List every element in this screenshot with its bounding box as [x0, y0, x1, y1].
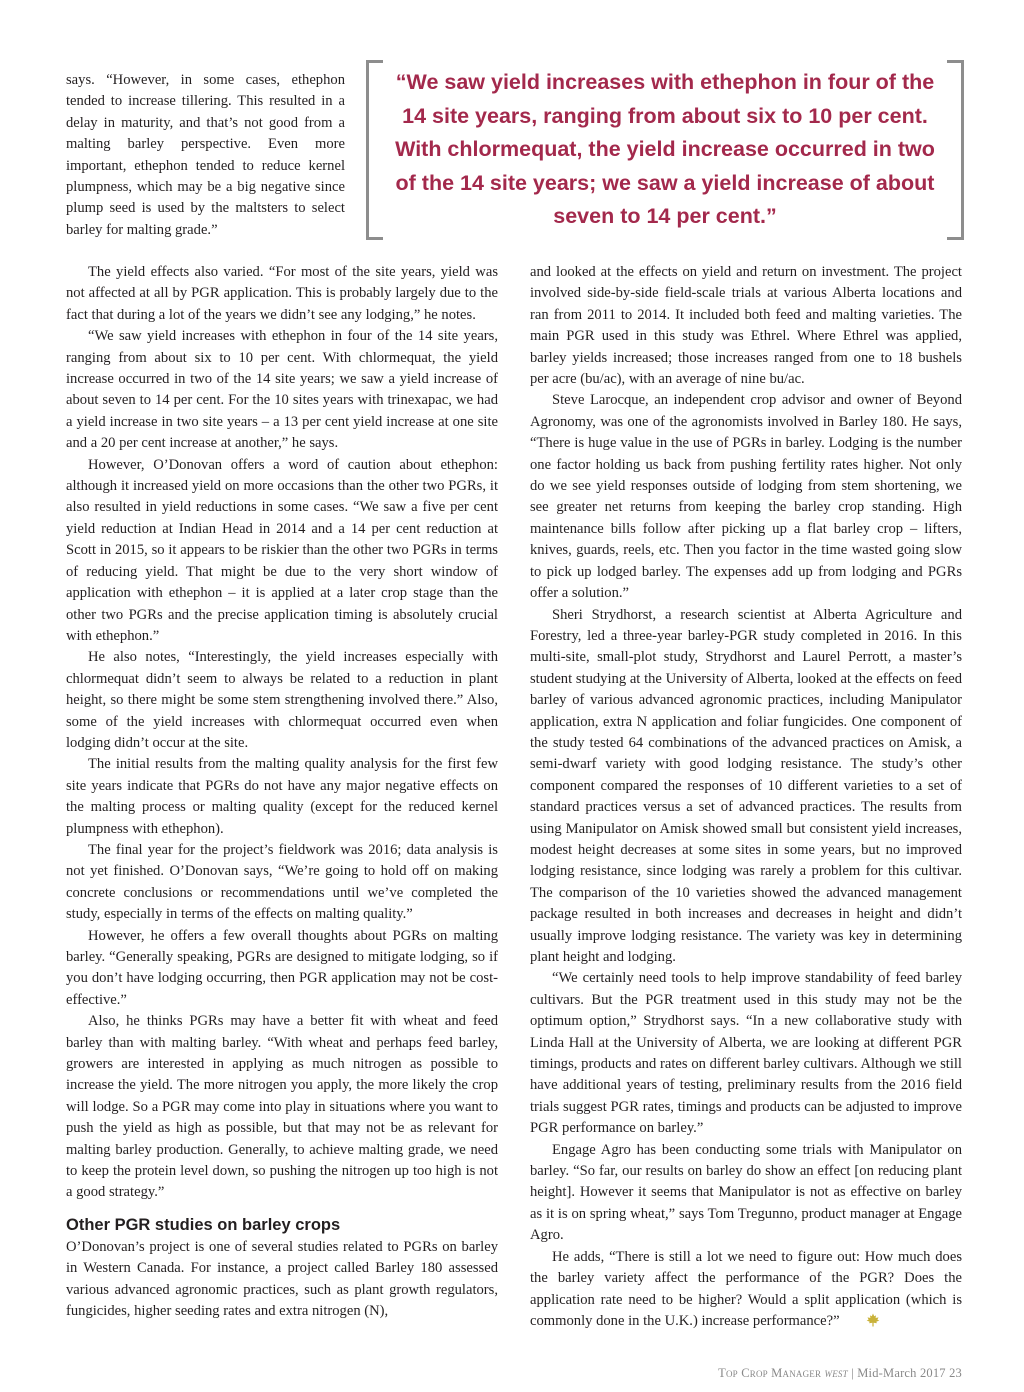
paragraph: Engage Agro has been conducting some trials with Manipulator on barley. “So far, our results on barley do show an effect [on reducing plant height]. However it seems that Manipulator is not as effective on barley as it is on spring wheat,” says Tom Tregunno, product manager at Engage Agro. [530, 1141, 962, 1244]
paragraph: “We certainly need tools to help improve standability of feed barley cultivars. But the PGR treatment used in this study may not be the optimum option,” Strydhorst says. “In a new collaborative study with Linda Hall at the University of Alberta, we are looking at different PGR timings, products and rates on different barley cultivars. Although we still have additional years of testing, preliminary results from the 2016 field trials suggest PGR rates, timings and products can be adjusted to improve PGR performance on barley.” [530, 970, 962, 1137]
paragraph: O’Donovan’s project is one of several studies related to PGRs on barley in Western Canada. For instance, a project called Barley 180 assessed various advanced agronomic practices, such as plant growth regulators, fungicides, higher seeding rates and extra nitrogen (N), [66, 1238, 498, 1320]
paragraph-text: He adds, “There is still a lot we need to figure out: How much does the barley variety affect the performance of the PGR? Does the application rate need to be higher? Would a split application (which is commonly done in the U.K.) increase performance?” [530, 1248, 962, 1329]
issue-date: Mid-March 2017 [857, 1366, 946, 1380]
page-footer [718, 1366, 962, 1381]
paragraph: The yield effects also varied. “For most of the site years, yield was not affected at all by PGR application. This is probably largely due to the fact that during a lot of the years we didn’t see any lodging,” he notes. [66, 264, 498, 323]
left-column [66, 262, 498, 1323]
paragraph: and looked at the effects on yield and return on investment. The project involved side-by-side field-scale trials at various Alberta locations and ran from 2011 to 2014. It included both feed and malting varieties. The main PGR used in this study was Ethrel. Where Ethrel was applied, barley yields increased; those increases ranged from one to 18 bushels per acre (bu/ac), with an average of nine bu/ac. [530, 264, 962, 388]
top-left-column [66, 70, 345, 241]
paragraph: The final year for the project’s fieldwork was 2016; data analysis is not yet finished. O’Donovan says, “We’re going to hold off on making concrete conclusions or recommendations until we’ve completed the study, especially in terms of the effects on malting quality.” [66, 841, 498, 923]
paragraph: The initial results from the malting quality analysis for the first few site years indicate that PGRs do not have any major negative effects on the malting process or malting quality (except for the reduced kernel plumpness with ethephon). [66, 756, 498, 837]
right-bracket [947, 60, 964, 240]
paragraph [530, 1247, 962, 1333]
paragraph: Also, he thinks PGRs may have a better fit with wheat and feed barley than with malting barley. “With wheat and perhaps feed barley, growers are interested in applying as much nitrogen as possible to increase the yield. The more nitrogen you apply, the more likely the crop will lodge. So a PGR may come into play in situations where you want to push the yield as high as possible, but that may not be as relevant for malting barley production. Generally, to achieve malting grade, we need to keep the protein level down, so pushing the nitrogen up too high is not a good strategy.” [66, 1013, 498, 1201]
paragraph: However, he offers a few overall thoughts about PGRs on malting barley. “Generally speaking, PGRs are designed to mitigate lodging, so if you don’t have lodging occurring, then PGR application may not be cost-effective.” [66, 927, 498, 1008]
right-column [530, 262, 962, 1332]
pull-quote-text: “We saw yield increases with ethephon in four of the 14 site years, ranging from about six to 10 per cent. With chlormequat, the yield increase occurred in two of the 14 site years; we saw a yield increase of about seven to 14 per cent.” [395, 70, 935, 228]
paragraph: However, O’Donovan offers a word of caution about ethephon: although it increased yield on more occasions than the other two PGRs, it also resulted in yield reductions in some cases. “We saw a five per cent yield reduction at Indian Head in 2014 and a 14 per cent reduction at Scott in 2015, so it appears to be riskier than the other two PGRs in terms of reducing yield. That might be due to the very short window of application with ethephon – it is applied at a later crop stage than the other two PGRs and the precise application timing is absolutely crucial with ethephon.” [66, 456, 498, 644]
magazine-name: Top Crop Manager [718, 1366, 822, 1380]
edition-label: west [824, 1366, 848, 1380]
footer-separator: | [851, 1366, 854, 1380]
paragraph: He also notes, “Interestingly, the yield increases especially with chlormequat didn’t seem to always be related to a reduction in plant height, so there might be some stem strengthening involved there.” Also, some of the yield increases with chlormequat occurred even when lodging didn’t occur at the site. [66, 649, 498, 751]
section-subhead: Other PGR studies on barley crops [66, 1215, 341, 1234]
page-number: 23 [949, 1366, 962, 1380]
paragraph: “We saw yield increases with ethephon in four of the 14 site years, ranging from about six to 10 per cent. With chlormequat, the yield increase occurred in two of the 14 site years; we saw a yield increase of about seven to 14 per cent. For the 10 sites years with trinexapac, we had a yield increase in two site years – a 13 per cent yield increase at one site and a 20 per cent increase at another,” he says. [66, 328, 498, 452]
paragraph: Sheri Strydhorst, a research scientist at Alberta Agriculture and Forestry, led a three-year barley-PGR study completed in 2016. In this multi-site, small-plot study, Strydhorst and Laurel Perrott, a master’s student studying at the University of Alberta, looked at the effects on feed barley of various advanced agronomic practices, including Manipulator application, extra N application and foliar fungicides. One component of the study tested 64 combinations of the advanced practices on Amisk, a semi-dwarf variety with good lodging resistance. The study’s other component compared the responses of 10 different varieties to a set of standard practices versus a set of advanced practices. The results from using Manipulator on Amisk showed small but consistent yield increases, modest height decreases at some sites in some years, but no improved lodging resistance, since lodging was rarely a problem for this cultivar. The comparison of the 10 varieties showed the advanced management package resulted in both increases and decreases in height and didn’t usually improve lodging resistance. The variety was key in determining plant height and lodging. [530, 606, 962, 965]
maple-leaf-icon [844, 1313, 858, 1327]
paragraph: Steve Larocque, an independent crop advisor and owner of Beyond Agronomy, was one of the agronomists involved in Barley 180. He says, “There is huge value in the use of PGRs in barley. Lodging is the number one factor holding us back from pushing fertility rates higher. Not only do we see yield responses outside of lodging from stem shortening, we see greater net returns from keeping the barley crop standing. High maintenance bills follow after picking up a flat barley crop – lifters, knives, guards, reels, etc. Then you factor in the time wasted going slow to pick up lodged barley. The expenses add up from lodging and PGRs offer a solution.” [530, 392, 962, 602]
paragraph: says. “However, in some cases, ethephon tended to increase tillering. This resulted in a delay in maturity, and that’s not good from a malting barley perspective. Even more important, ethephon tended to reduce kernel plumpness, which may be a big negative since plump seed is used by the maltsters to select barley for malting grade.” [66, 72, 345, 238]
left-bracket [366, 60, 383, 240]
pull-quote [366, 60, 964, 236]
